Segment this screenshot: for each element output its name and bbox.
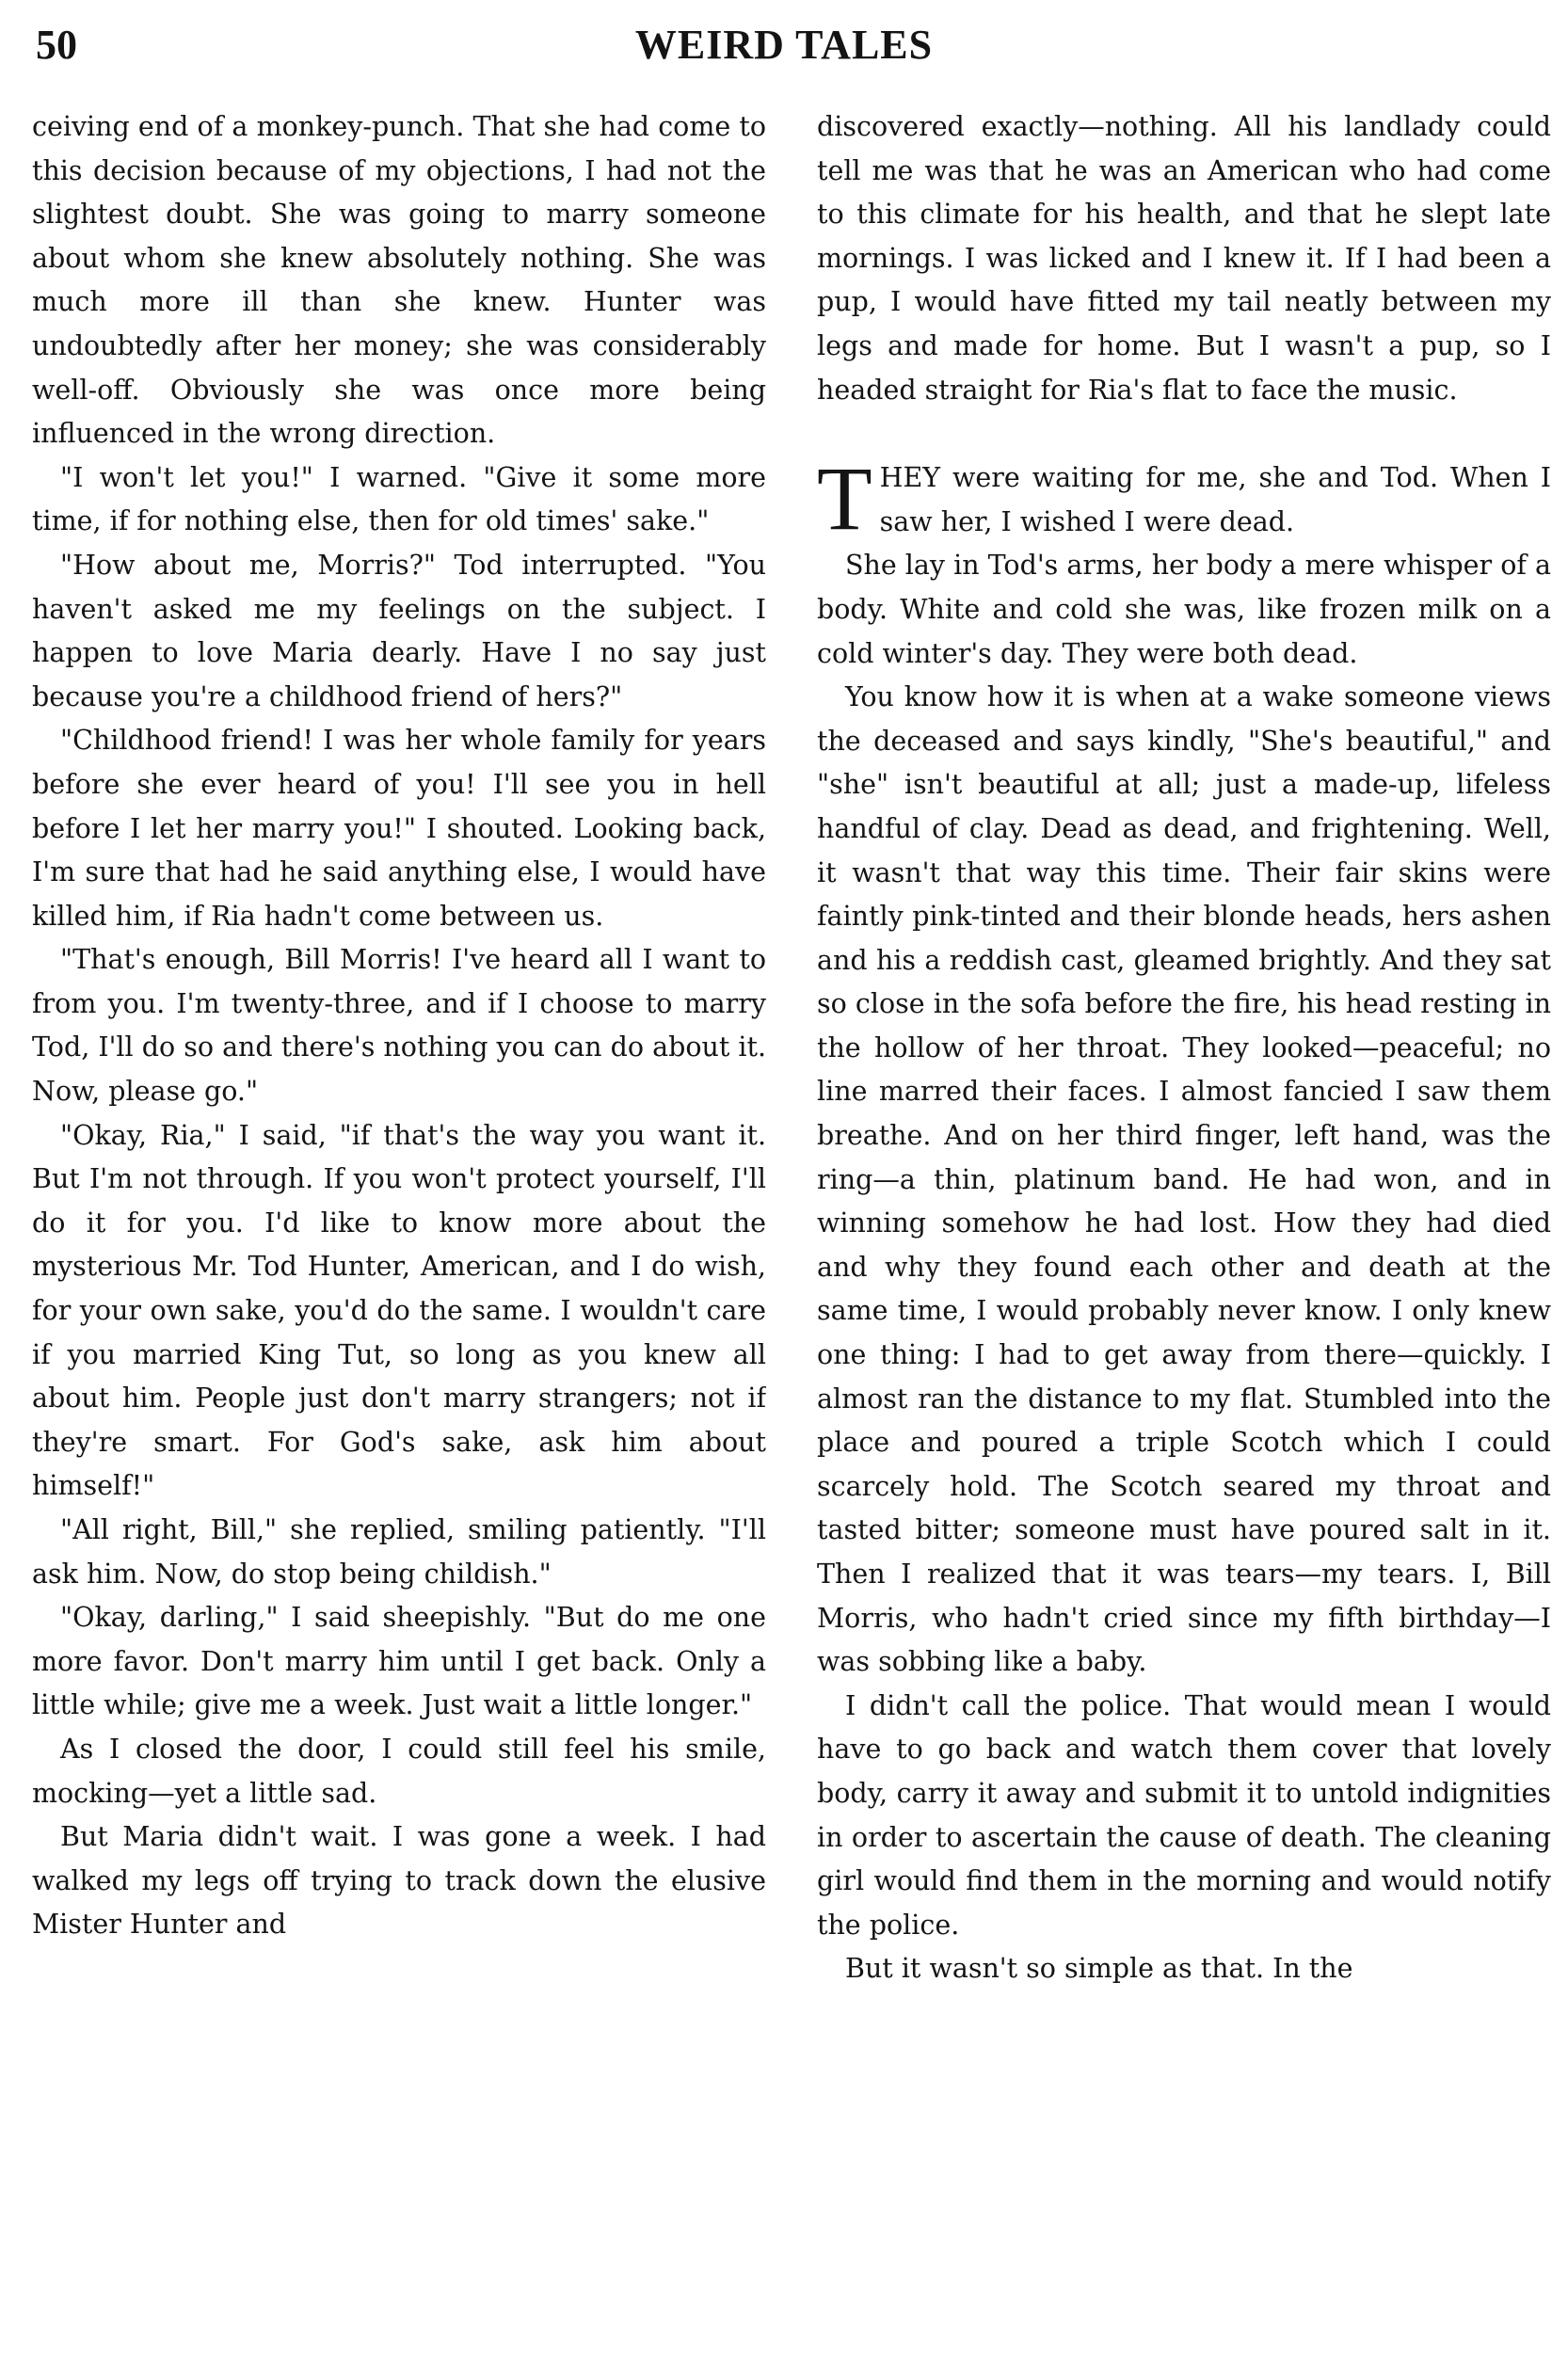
running-title: WEIRD TALES (634, 22, 934, 68)
paragraph: She lay in Tod's arms, her body a mere whisper of a body. White and cold she was, like frozen milk on a cold winter's day. They were both dead. (817, 550, 1551, 669)
paragraph: I didn't call the police. That would mean I would have to go back and watch them cover that lovely body, carry it away and submit it to untold indignities in order to ascertain the cause of death. The cleaning girl would find them in the morning and would notify the police. (817, 1689, 1551, 1941)
paragraph: "How about me, Morris?" Tod interrupted. "You haven't asked me my feelings on the subject. I happen to love Maria dearly. Have I no say just because you're a childhood friend of hers?" (32, 549, 766, 712)
drop-cap: T (817, 448, 872, 550)
paragraph: As I closed the door, I could still feel his smile, mocking—yet a little sad. (32, 1733, 766, 1809)
paragraph: But it wasn't so simple as that. In the (845, 1953, 1353, 1985)
page-number: 50 (36, 22, 77, 68)
paragraph: "Childhood friend! I was her whole family for years before she ever heard of you! I'll see you in hell before I let her marry you!" I shouted. Looking back, I'm sure that had he said anything else, I would have killed him, if Ria hadn't come between us. (32, 725, 766, 932)
section-opening-paragraph (817, 448, 1551, 550)
paragraph: discovered exactly—nothing. All his landlady could tell me was that he was an American who had come to this climate for his health, and that he slept late mornings. I was licked and I knew it. If I had been a pup, I would have fitted my tail neatly between my legs and made for home. But I wasn't a pup, so I headed straight for Ria's flat to face the music. (817, 111, 1551, 406)
paragraph: You know how it is when at a wake someone views the deceased and says kindly, "She's beautiful," and "she" isn't beautiful at all; just a made-up, lifeless handful of clay. Dead as dead, and frightening. Well, it wasn't that way this time. Their fair skins were faintly pink-tinted and their blonde heads, hers ashen and his a reddish cast, gleamed brightly. And they sat so close in the sofa before the fire, his head resting in the hollow of her throat. They looked—peaceful; no line marred their faces. I almost fancied I saw them breathe. And on her third finger, left hand, was the ring—a thin, platinum band. He had won, and in winning somehow he had lost. How they had died and why they found each other and death at the same time, I would probably never know. I only knew one thing: I had to get away from there—quickly. I almost ran the distance to my flat. Stumbled into the place and poured a triple Scotch which I could scarcely hold. The Scotch seared my throat and tasted bitter; someone must have poured salt in it. Then I realized that it was tears—my tears. I, Bill Morris, who hadn't cried since my fifth birthday—I was sobbing like a baby. (817, 681, 1551, 1678)
section-opening-text: HEY were waiting for me, she and Tod. When I saw her, I wished I were dead. (879, 462, 1551, 537)
paragraph: ceiving end of a monkey-punch. That she had come to this decision because of my objections, I had not the slightest doubt. She was going to marry someone about whom she knew absolutely nothing. She was much more ill than she knew. Hunter was undoubtedly after her money; she was considerably well-off. Obviously she was once more being influenced in the wrong direction. (32, 111, 766, 450)
paragraph: "I won't let you!" I warned. "Give it some more time, if for nothing else, then for old times' sake." (32, 461, 766, 537)
paragraph: "Okay, darling," I said sheepishly. "But do me one more favor. Don't marry him until I get back. Only a little while; give me a week. Just wait a little longer." (32, 1602, 766, 1721)
page-header (36, 17, 1532, 70)
paragraph: "All right, Bill," she replied, smiling patiently. "I'll ask him. Now, do stop being childish." (32, 1514, 766, 1590)
paragraph: "That's enough, Bill Morris! I've heard all I want to from you. I'm twenty-three, and if I choose to marry Tod, I'll do so and there's nothing you can do about it. Now, please go." (32, 944, 766, 1108)
left-column (32, 105, 766, 2350)
right-column (817, 105, 1551, 2350)
paragraph: "Okay, Ria," I said, "if that's the way you want it. But I'm not through. If you won't protect yourself, I'll do it for you. I'd like to know more about the mysterious Mr. Tod Hunter, American, and I do wish, for your own sake, you'd do the same. I wouldn't care if you married King Tut, so long as you knew all about him. People just don't marry strangers; not if they're smart. For God's sake, ask him about himself!" (32, 1119, 766, 1502)
paragraph: But Maria didn't wait. I was gone a week. I had walked my legs off trying to track down the elusive Mister Hunter and (32, 1821, 766, 1941)
